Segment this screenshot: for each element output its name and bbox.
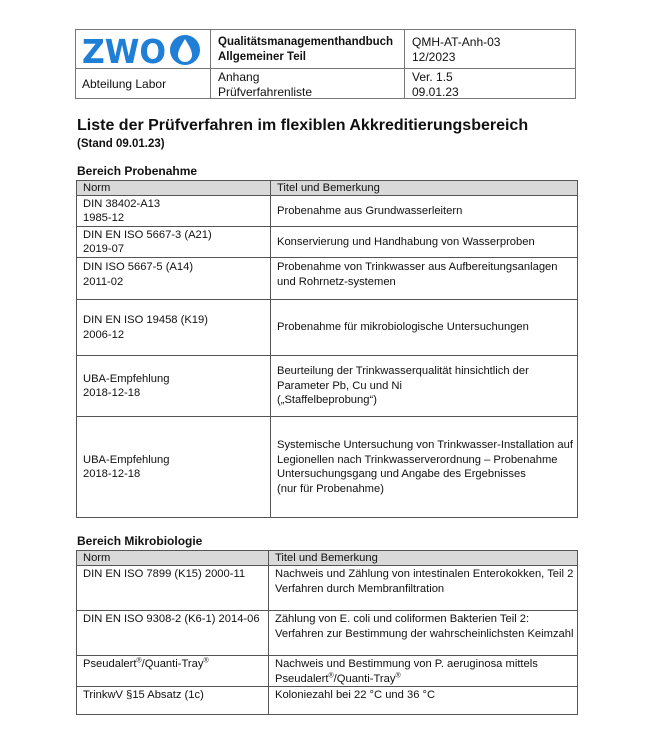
table-header-row [77, 551, 578, 566]
title-cell: Koloniezahl bei 22 °C und 36 °C [269, 687, 578, 715]
svg-text:ZWO: ZWO [82, 34, 166, 66]
probenahme-table [76, 180, 578, 518]
table-row [77, 611, 578, 656]
section-heading-mikrobiologie: Bereich Mikrobiologie [77, 534, 203, 548]
doc-code: QMH-AT-Anh-03 [412, 35, 501, 49]
title-cell: Probenahme von Trinkwasser aus Aufbereitungsanlagen und Rohrnetz-systemen [271, 258, 578, 300]
title-cell: Konservierung und Handhabung von Wasserproben [271, 227, 578, 258]
table-row [77, 227, 578, 258]
norm-cell: DIN ISO 5667-5 (A14) 2011-02 [77, 258, 271, 300]
table-row [77, 196, 578, 227]
column-header-norm: Norm [77, 551, 269, 566]
manual-part: Allgemeiner Teil [218, 51, 306, 63]
document-title: Liste der Prüfverfahren im flexiblen Akkreditierungsbereich [77, 117, 529, 134]
column-header-title: Titel und Bemerkung [271, 181, 578, 196]
title-cell: Nachweis und Zählung von intestinalen Enterokokken, Teil 2 Verfahren durch Membranfiltration [269, 566, 578, 611]
title-cell: Zählung von E. coli und coliformen Bakterien Teil 2: Verfahren zur Bestimmung der wahrscheinlichsten Keimzahl [269, 611, 578, 656]
document-header [75, 29, 576, 99]
doc-date: 12/2023 [412, 50, 456, 64]
norm-cell: DIN EN ISO 19458 (K19) 2006-12 [77, 300, 271, 356]
title-cell: Probenahme aus Grundwasserleitern [271, 196, 578, 227]
column-header-title: Titel und Bemerkung [269, 551, 578, 566]
title-cell: Beurteilung der Trinkwasserqualität hinsichtlich der Parameter Pb, Cu und Ni („Staffelbeprobung“) [271, 356, 578, 417]
norm-cell: UBA-Empfehlung 2018-12-18 [77, 356, 271, 417]
norm-cell: TrinkwV §15 Absatz (1c) [77, 687, 269, 715]
version: Ver. 1.5 [412, 70, 453, 84]
annex-label: Anhang [218, 70, 260, 84]
norm-cell: DIN 38402-A13 1985-12 [77, 196, 271, 227]
table-row [77, 687, 578, 715]
table-row [77, 566, 578, 611]
annex-title: Prüfverfahrenliste [218, 85, 313, 99]
manual-title: Qualitätsmanagementhandbuch [218, 36, 394, 48]
department: Abteilung Labor [82, 77, 167, 91]
norm-cell: DIN EN ISO 5667-3 (A21) 2019-07 [77, 227, 271, 258]
norm-cell: DIN EN ISO 7899 (K15) 2000-11 [77, 566, 269, 611]
table-header-row [77, 181, 578, 196]
title-cell: Probenahme für mikrobiologische Untersuchungen [271, 300, 578, 356]
table-row [77, 258, 578, 300]
document-subtitle: (Stand 09.01.23) [77, 138, 165, 150]
zwo-logo [82, 34, 206, 66]
section-heading-probenahme: Bereich Probenahme [77, 164, 198, 178]
table-row [77, 300, 578, 356]
table-row [77, 656, 578, 687]
norm-cell: DIN EN ISO 9308-2 (K6-1) 2014-06 [77, 611, 269, 656]
table-row [77, 356, 578, 417]
title-cell: Systemische Untersuchung von Trinkwasser-Installation auf Legionellen nach Trinkwasserverordnung – Probenahme Untersuchungsgang und Angabe des Ergebnisses (nur für Probenahme) [271, 417, 578, 518]
norm-cell: UBA-Empfehlung 2018-12-18 [77, 417, 271, 518]
norm-cell: Pseudalert®/Quanti-Tray® [77, 656, 269, 687]
mikrobiologie-table [76, 550, 578, 715]
column-header-norm: Norm [77, 181, 271, 196]
table-row [77, 417, 578, 518]
title-cell: Nachweis und Bestimmung von P. aeruginosa mittels Pseudalert®/Quanti-Tray® [269, 656, 578, 687]
version-date: 09.01.23 [412, 85, 459, 99]
